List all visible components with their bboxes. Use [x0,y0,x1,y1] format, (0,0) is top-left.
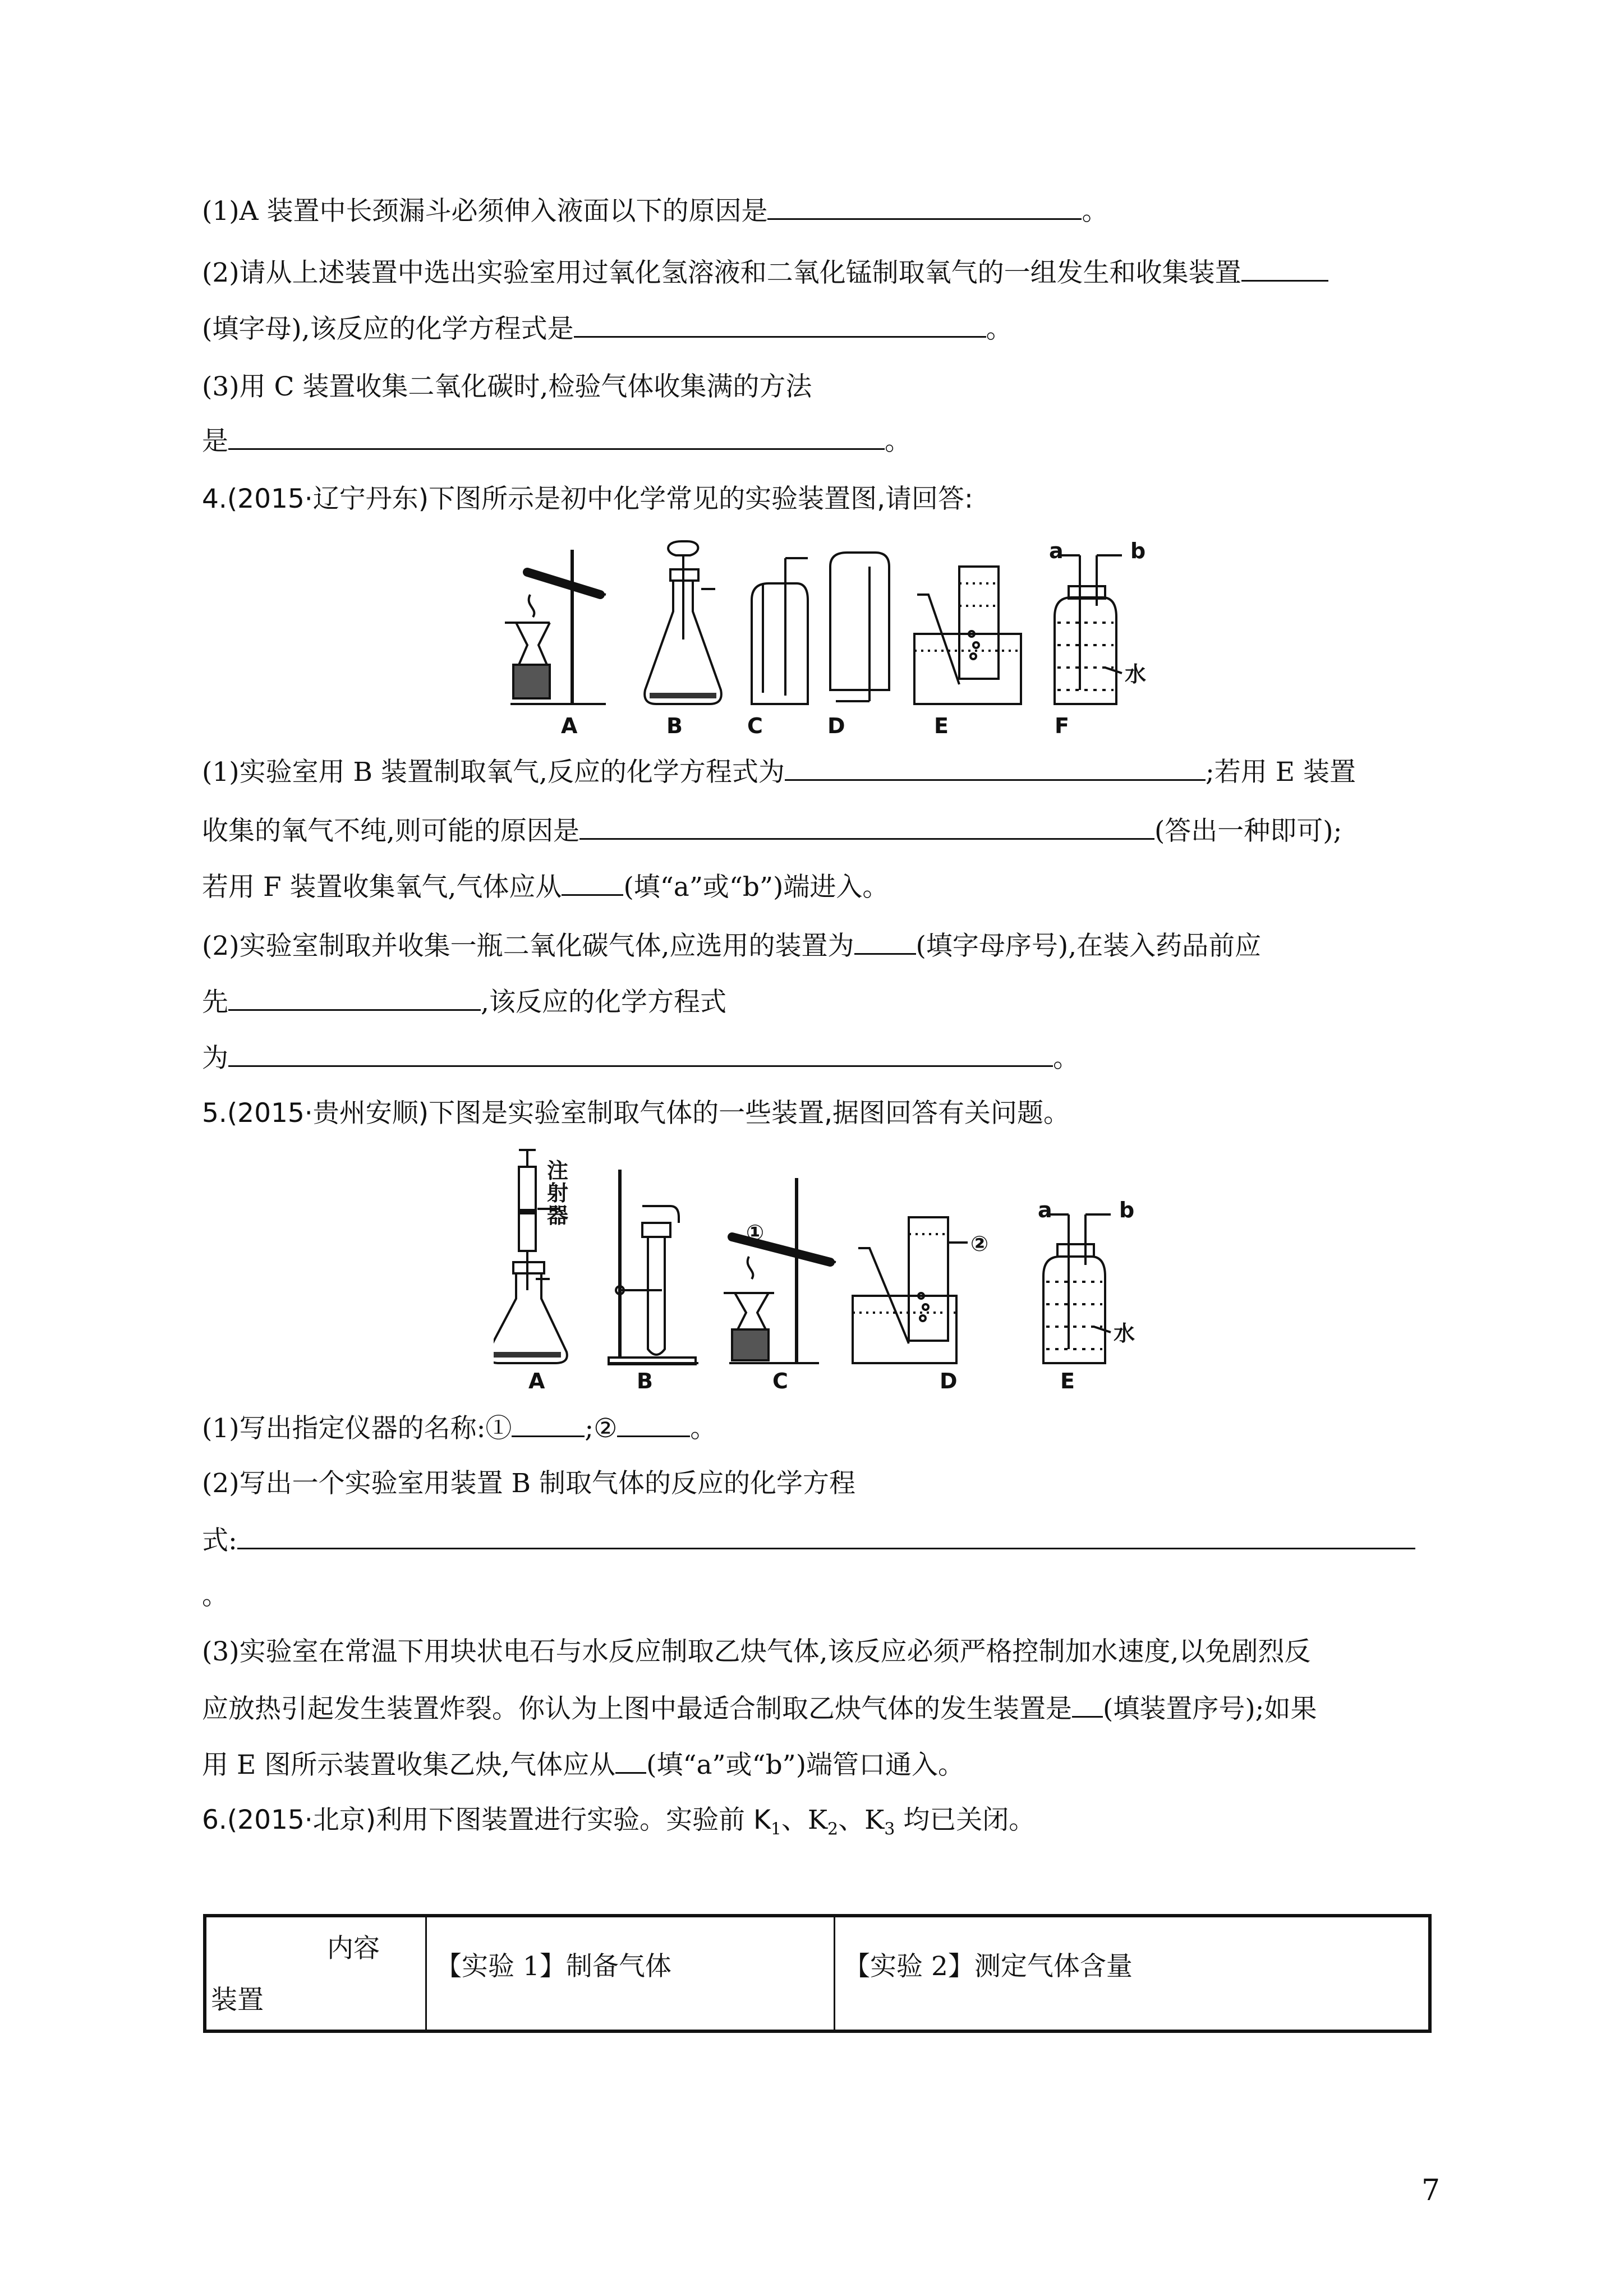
q5-l1-text: (1)写出指定仪器的名称:① [202,1413,512,1444]
q4-line-5 [202,984,726,1019]
q3-line-2 [202,255,1328,290]
q5-device-e [1043,1214,1111,1363]
q5-device-d [853,1217,968,1363]
q4-label-f: F [1055,714,1069,738]
q5-line-1 [202,1411,716,1446]
page-number: 7 [1421,2174,1441,2207]
q4-l1-end: ;若用 E 装置 [1205,757,1356,788]
q4-label-c: C [747,714,763,738]
q3-l5-text: 是 [202,426,228,457]
q5-label-b: B [637,1369,653,1391]
q5-line-5 [202,1635,1310,1669]
q4-line-2 [202,813,1342,848]
answer-blank[interactable] [767,194,1082,220]
q4-l5-text: 先 [202,987,228,1018]
q6-table-col1-header [427,1917,835,2030]
q5-stem-text: 5.(2015·贵州安顺)下图是实验室制取气体的一些装置,据图回答有关问题。 [202,1098,1070,1129]
q6-table-col1-text: 【实验 1】制备气体 [435,1951,671,1982]
answer-blank[interactable] [228,1041,1053,1067]
answer-blank[interactable] [512,1411,585,1437]
q4-device-d [830,553,889,701]
q5-apparatus-figure [494,1144,1150,1391]
q5-label-d: D [940,1369,958,1391]
answer-blank[interactable] [1241,255,1328,282]
q4-label-a: A [561,714,578,738]
q5-line-2 [202,1467,855,1501]
q6-sub-3: 3 [884,1819,895,1839]
q4-l6-end: 。 [1053,1043,1079,1074]
q5-syringe-char-1: 注 [547,1158,569,1183]
q5-l2-text: (2)写出一个实验室用装置 B 制取气体的反应的化学方程 [202,1468,855,1499]
q5-l6-text: 应放热引起发生装置炸裂。你认为上图中最适合制取乙炔气体的发生装置是 [202,1694,1072,1724]
q3-l3-text: (填字母),该反应的化学方程式是 [202,314,574,344]
q6-stem [202,1803,1035,1846]
q6-sub-2: 2 [827,1819,839,1839]
q5-port-a: a [1038,1198,1052,1222]
answer-blank[interactable] [562,869,623,896]
q4-device-a [505,550,606,704]
q5-label-a: A [528,1369,545,1391]
answer-blank[interactable] [237,1523,1415,1549]
q5-device-b [609,1170,698,1364]
q6-stem-text: 6.(2015·北京)利用下图装置进行实验。实验前 K [202,1805,771,1835]
q5-l3-text: 式: [202,1525,237,1556]
q5-stem [202,1097,1070,1130]
q5-line-7 [202,1747,964,1782]
q3-line-3 [202,311,1013,346]
answer-blank[interactable] [228,984,481,1011]
q4-label-b: B [666,714,683,738]
q4-port-a: a [1049,539,1064,563]
q4-water-label: 水 [1125,662,1147,687]
q3-l3-end: 。 [986,314,1013,344]
answer-blank[interactable] [1072,1691,1103,1718]
q6-table-col2-text: 【实验 2】测定气体含量 [844,1951,1133,1982]
q6-sep-1: 、K [781,1805,828,1835]
answer-blank[interactable] [615,1747,646,1774]
q4-label-d: D [827,714,845,738]
q6-table-corner-top: 内容 [327,1933,380,1964]
q4-device-c [752,558,808,704]
q4-device-f [1055,555,1122,704]
q5-l7-end: (填“a”或“b”)端管口通入。 [646,1750,965,1780]
q4-l3-end: (填“a”或“b”)端进入。 [623,872,889,903]
q4-l4-text: (2)实验室制取并收集一瓶二氧化碳气体,应选用的装置为 [202,931,854,961]
q6-sub-1: 1 [770,1819,781,1839]
q6-table [203,1914,1432,2033]
q4-stem [202,482,973,516]
q5-line-3 [202,1523,1415,1558]
q5-syringe-char-3: 器 [547,1203,569,1228]
q3-l1-end: 。 [1082,196,1108,227]
q4-line-4 [202,928,1261,963]
q5-device-c [724,1178,836,1363]
q4-l1-text: (1)实验室用 B 装置制取氧气,反应的化学方程式为 [202,757,785,788]
answer-blank[interactable] [574,311,986,338]
answer-blank[interactable] [785,754,1206,781]
q4-l3-text: 若用 F 装置收集氧气,气体应从 [202,872,562,903]
q5-l6-end: (填装置序号);如果 [1103,1694,1317,1724]
q3-line-1 [202,194,1108,228]
q4-l6-text: 为 [202,1043,228,1074]
q3-l2-text: (2)请从上述装置中选出实验室用过氧化氢溶液和二氧化锰制取氧气的一组发生和收集装置 [202,257,1241,288]
q5-mark-1: ① [746,1220,765,1245]
q5-line-4 [202,1579,228,1613]
q4-apparatus-figure [494,533,1150,740]
q3-line-4 [202,370,812,404]
answer-blank[interactable] [854,928,916,955]
q6-table-col2-header [835,1917,1428,2030]
q5-label-c: C [772,1369,788,1391]
q4-l2-end: (答出一种即可); [1154,816,1342,846]
q4-l4-end: (填字母序号),在装入药品前应 [915,931,1262,961]
q3-l1-text: (1)A 装置中长颈漏斗必须伸入液面以下的原因是 [202,196,768,227]
q4-line-6 [202,1041,1079,1075]
q4-line-3 [202,869,889,904]
q4-stem-text: 4.(2015·辽宁丹东)下图所示是初中化学常见的实验装置图,请回答: [202,484,973,514]
q5-label-e: E [1060,1369,1075,1391]
q4-label-e: E [934,714,949,738]
q4-line-1 [202,754,1356,789]
q5-syringe-char-2: 射 [547,1181,569,1205]
answer-blank[interactable] [579,813,1154,840]
q5-l4-text: 。 [202,1580,228,1611]
q5-l7-text: 用 E 图所示装置收集乙炔,气体应从 [202,1750,616,1780]
q3-l5-end: 。 [885,426,911,457]
q4-l2-text: 收集的氧气不纯,则可能的原因是 [202,816,579,846]
q4-l5-end: ,该反应的化学方程式 [481,987,726,1018]
q6-sep-2: 、K [838,1805,885,1835]
q6-table-corner-cell [206,1917,427,2030]
answer-blank[interactable] [228,424,885,450]
q3-line-5 [202,424,911,458]
answer-blank[interactable] [617,1411,690,1437]
q5-port-b: b [1119,1198,1135,1222]
q5-l1-end: 。 [690,1413,717,1444]
q3-l4-text: (3)用 C 装置收集二氧化碳时,检验气体收集满的方法 [202,371,812,402]
q5-mark-2: ② [970,1231,989,1256]
q6-table-corner-bottom: 装置 [211,1985,264,2016]
q6-stem-end: 均已关闭。 [895,1805,1036,1835]
q5-water-label: 水 [1114,1321,1135,1346]
q4-port-b: b [1130,539,1146,563]
q5-line-6 [202,1691,1317,1726]
q5-l1-mid: ;② [585,1413,618,1444]
q5-l5-text: (3)实验室在常温下用块状电石与水反应制取乙炔气体,该反应必须严格控制加水速度,以免剧烈反 [202,1636,1311,1667]
q4-device-e [914,567,1021,704]
q4-device-b [645,541,721,704]
